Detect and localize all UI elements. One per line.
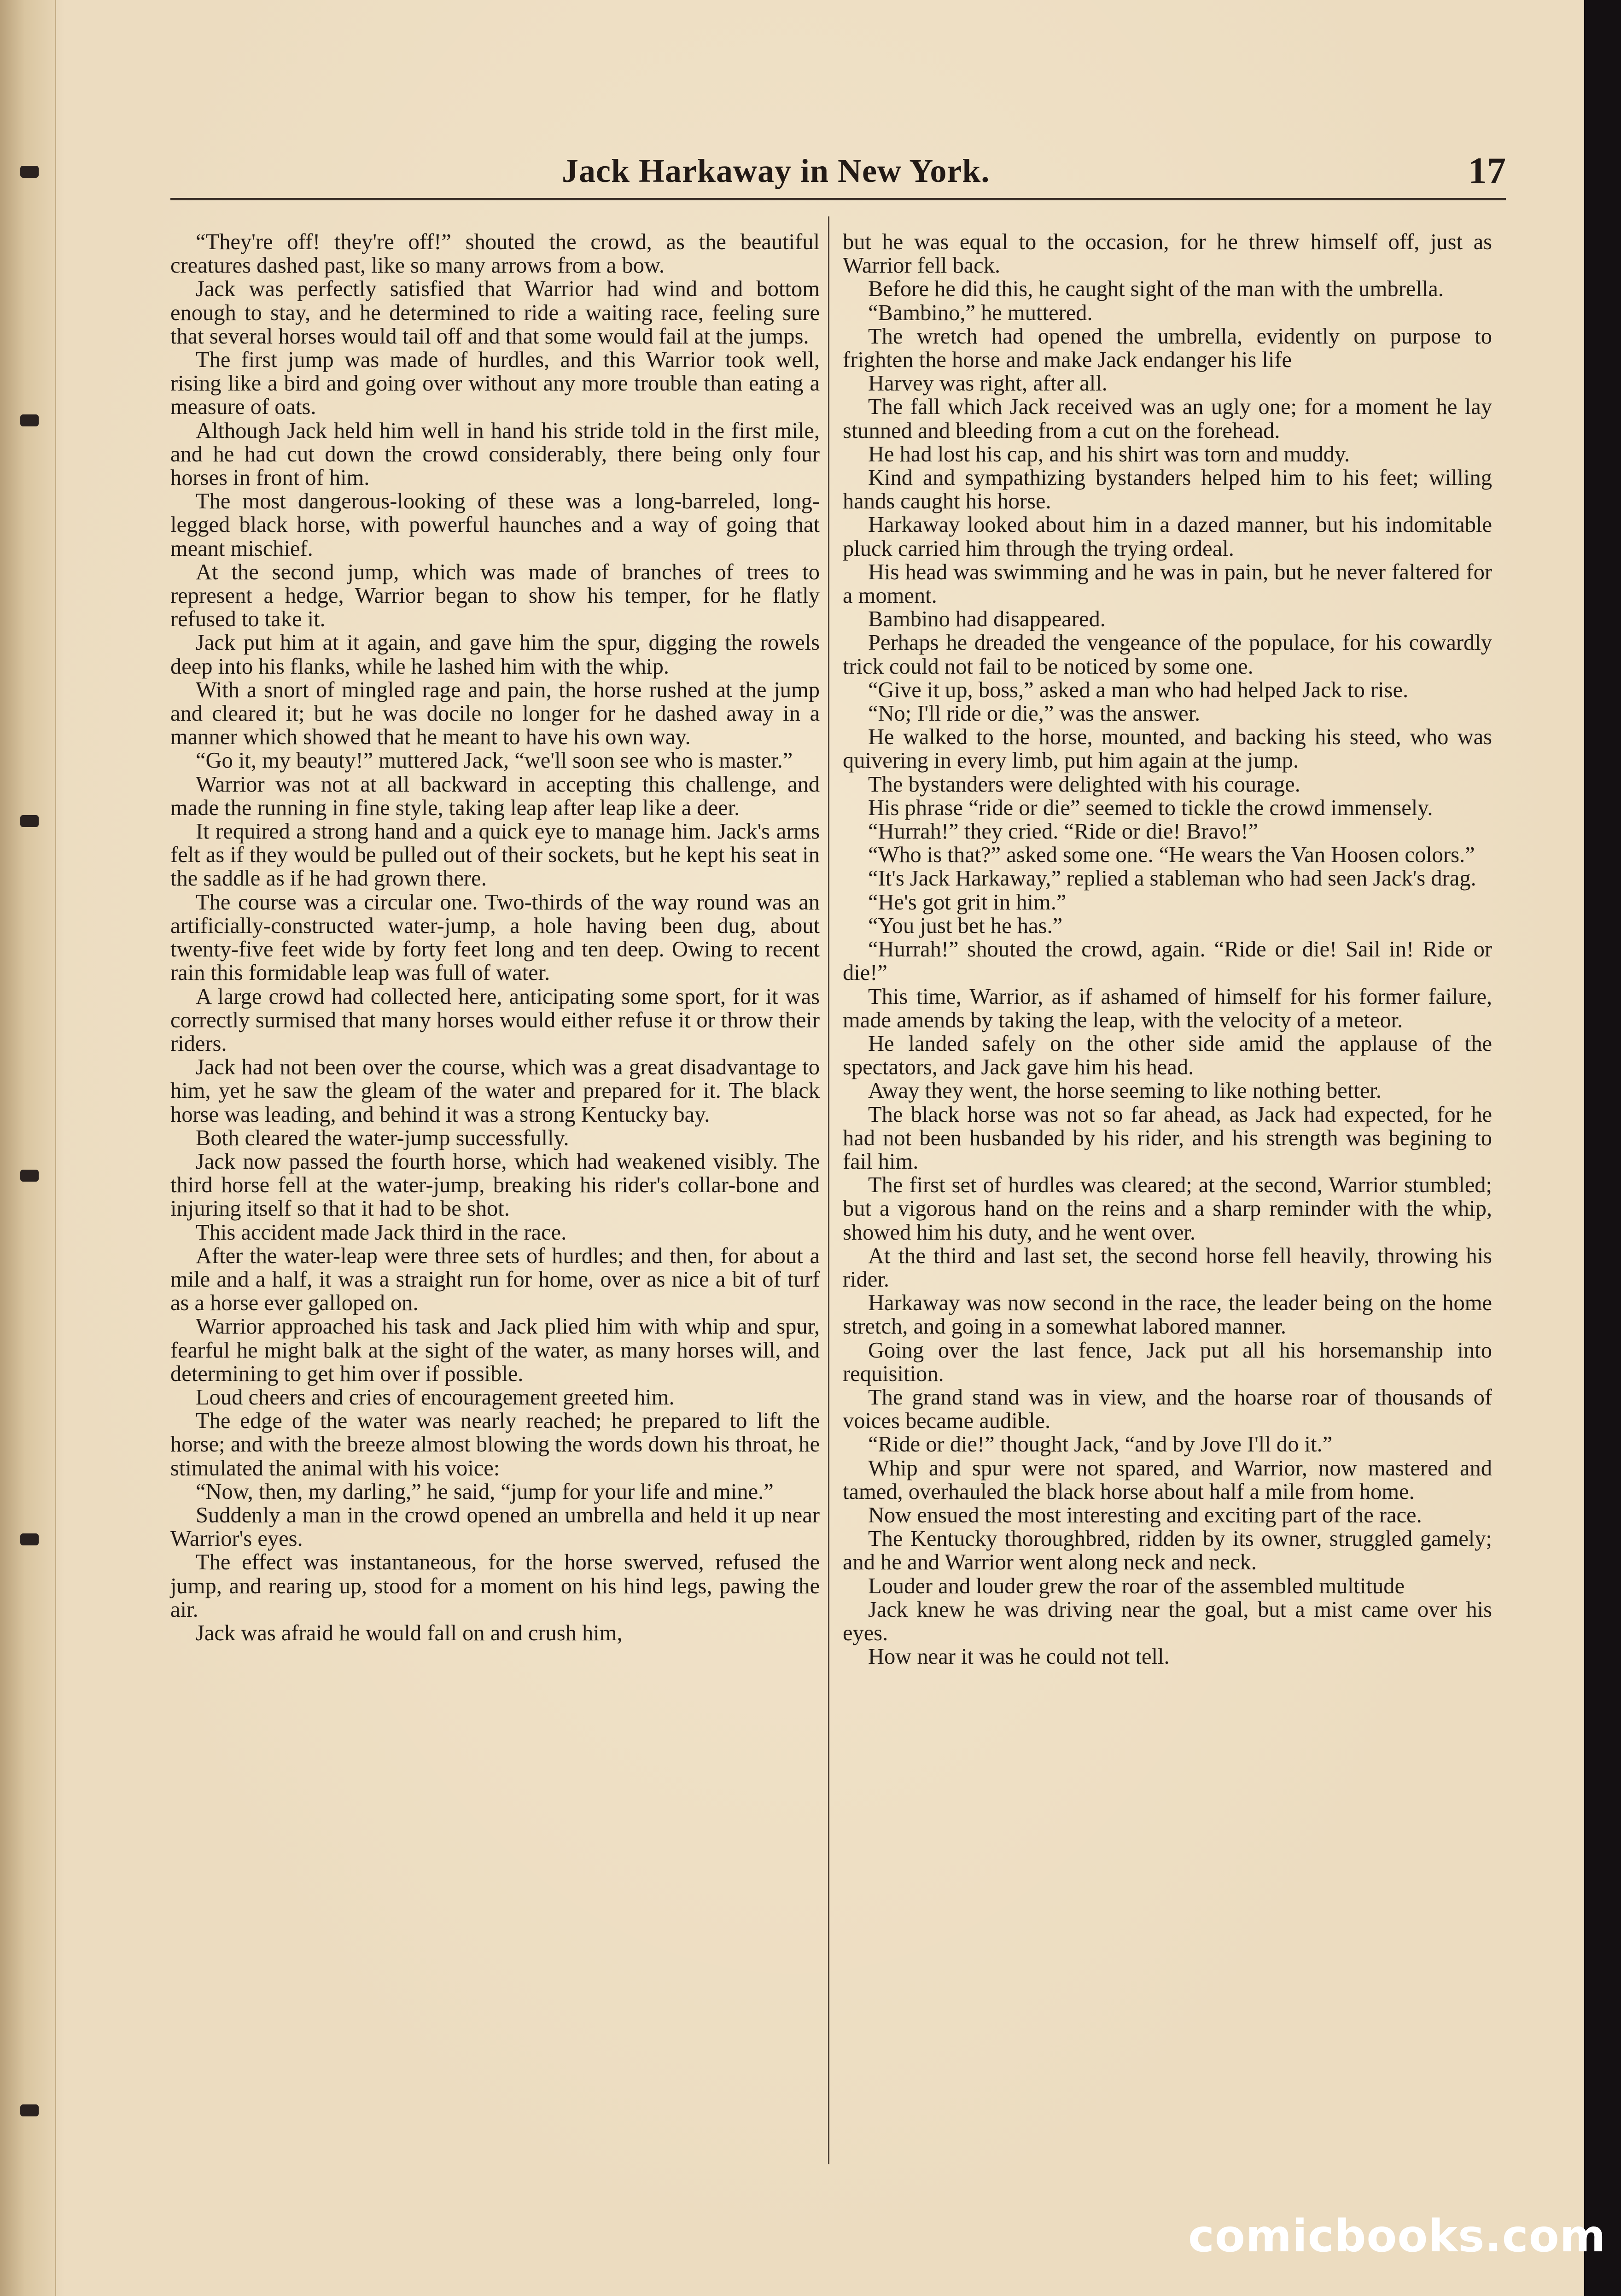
paragraph: Warrior was not at all backward in accepting this challenge, and made the running in fine style, taking leap after leap like a deer. <box>170 772 820 820</box>
paragraph: “He's got grit in him.” <box>868 890 1067 915</box>
paragraph: A large crowd had collected here, anticipating some sport, for it was correctly surmised that many horses would either refuse it or throw their riders. <box>170 984 820 1056</box>
paragraph: Although Jack held him well in hand his stride told in the first mile, and he had cut down the crowd considerably, there being only four horses in front of him. <box>170 418 820 490</box>
column-divider <box>828 216 829 2164</box>
paragraph: The most dangerous-looking of these was a long-barreled, long-legged black horse, with powerful haunches and a way of going that meant mischief. <box>170 489 820 561</box>
paragraph: This accident made Jack third in the race. <box>196 1220 567 1245</box>
left-column <box>170 230 820 1645</box>
paragraph: The course was a circular one. Two-thirds of the way round was an artificially-constructed water-jump, a hole having been dug, about twenty-five feet wide by forty feet long and ten deep. Owing to recent rain this formidable leap was full of water. <box>170 890 820 985</box>
watermark-text: comicbooks.com <box>1188 2210 1606 2262</box>
binding-stitch <box>20 414 39 426</box>
paragraph: His head was swimming and he was in pain, but he never faltered for a moment. <box>843 559 1492 608</box>
paragraph: Jack knew he was driving near the goal, but a mist came over his eyes. <box>843 1597 1492 1645</box>
paragraph: The bystanders were delighted with his courage. <box>868 772 1300 797</box>
paragraph: Perhaps he dreaded the vengeance of the populace, for his cowardly trick could not fail to be noticed by some one. <box>843 630 1492 679</box>
paragraph: Suddenly a man in the crowd opened an umbrella and held it up near Warrior's eyes. <box>170 1503 820 1551</box>
paragraph: Now ensued the most interesting and exciting part of the race. <box>868 1503 1422 1527</box>
binding-stitch <box>20 2104 39 2116</box>
paragraph: but he was equal to the occasion, for he threw himself off, just as Warrior fell back. <box>843 230 1492 278</box>
paragraph: How near it was he could not tell. <box>868 1644 1170 1669</box>
paragraph: Whip and spur were not spared, and Warrior, now mastered and tamed, overhauled the black horse about half a mile from home. <box>843 1456 1492 1504</box>
paragraph: Loud cheers and cries of encouragement greeted him. <box>196 1385 675 1410</box>
paragraph: The grand stand was in view, and the hoarse roar of thousands of voices became audible. <box>843 1385 1492 1434</box>
paragraph: Jack was afraid he would fall on and crush him, <box>196 1620 623 1645</box>
paragraph: This time, Warrior, as if ashamed of himself for his former failure, made amends by taking the leap, with the velocity of a meteor. <box>843 984 1492 1032</box>
paragraph: Harvey was right, after all. <box>868 371 1108 396</box>
paragraph: The wretch had opened the umbrella, evidently on purpose to frighten the horse and make Jack endanger his life <box>843 324 1492 373</box>
binding-stitch <box>20 1533 39 1545</box>
paragraph: Louder and louder grew the roar of the assembled multitude <box>868 1573 1405 1598</box>
paragraph: “No; I'll ride or die,” was the answer. <box>868 701 1201 726</box>
paragraph: The first set of hurdles was cleared; at the second, Warrior stumbled; but a vigorous hand on the reins and a sharp reminder with the whip, showed him his duty, and he went over. <box>843 1173 1492 1245</box>
paragraph: Before he did this, he caught sight of the man with the umbrella. <box>868 277 1444 302</box>
paragraph: “Hurrah!” they cried. “Ride or die! Bravo!” <box>868 819 1258 844</box>
binding-stitch <box>20 1170 39 1182</box>
paragraph: “Hurrah!” shouted the crowd, again. “Ride or die! Sail in! Ride or die!” <box>843 937 1492 985</box>
paragraph: “They're off! they're off!” shouted the crowd, as the beautiful creatures dashed past, like so many arrows from a bow. <box>170 230 820 278</box>
paragraph: After the water-leap were three sets of hurdles; and then, for about a mile and a half, it was a straight run for home, over as nice a bit of turf as a horse ever galloped on. <box>170 1243 820 1316</box>
paragraph: “Who is that?” asked some one. “He wears the Van Hoosen colors.” <box>868 843 1475 868</box>
paragraph: “Now, then, my darling,” he said, “jump for your life and mine.” <box>196 1479 774 1504</box>
right-column <box>843 230 1492 1668</box>
paragraph: He had lost his cap, and his shirt was torn and muddy. <box>868 442 1350 466</box>
paragraph: It required a strong hand and a quick eye to manage him. Jack's arms felt as if they would be pulled out of their sockets, but he kept his seat in the saddle as if he had grown there. <box>170 819 820 891</box>
paragraph: Bambino had disappeared. <box>868 607 1106 632</box>
paragraph: The Kentucky thoroughbred, ridden by its owner, struggled gamely; and he and Warrior went along neck and neck. <box>843 1527 1492 1575</box>
paragraph: “Give it up, boss,” asked a man who had helped Jack to rise. <box>868 677 1409 702</box>
paragraph: The fall which Jack received was an ugly one; for a moment he lay stunned and bleeding from a cut on the forehead. <box>843 395 1492 443</box>
paragraph: “Ride or die!” thought Jack, “and by Jove I'll do it.” <box>868 1432 1333 1457</box>
paragraph: Both cleared the water-jump successfully. <box>196 1125 569 1150</box>
page-number: 17 <box>1468 150 1506 192</box>
paragraph: He walked to the horse, mounted, and backing his steed, who was quivering in every limb, put him again at the jump. <box>843 725 1492 773</box>
page-binding <box>0 0 56 2296</box>
paragraph: At the third and last set, the second horse fell heavily, throwing his rider. <box>843 1243 1492 1292</box>
paragraph: Kind and sympathizing bystanders helped him to his feet; willing hands caught his horse. <box>843 466 1492 514</box>
paragraph: He landed safely on the other side amid the applause of the spectators, and Jack gave him his head. <box>843 1031 1492 1080</box>
paragraph: “You just bet he has.” <box>868 913 1063 938</box>
paragraph: The first jump was made of hurdles, and this Warrior took well, rising like a bird and going over without any more trouble than eating a measure of oats. <box>170 348 820 420</box>
paragraph: “It's Jack Harkaway,” replied a stableman who had seen Jack's drag. <box>868 866 1476 891</box>
paragraph: Warrior approached his task and Jack plied him with whip and spur, fearful he might balk at the sight of the water, as many horses will, and determining to get him over if possible. <box>170 1314 820 1386</box>
running-header <box>170 147 1506 198</box>
paragraph: The black horse was not so far ahead, as Jack had expected, for he had not been husbanded by his rider, and his strength was begining to fail him. <box>843 1102 1492 1174</box>
paragraph: Jack had not been over the course, which was a great disadvantage to him, yet he saw the gleam of the water and prepared for it. The black horse was leading, and behind it was a strong Kentucky bay. <box>170 1055 820 1127</box>
paragraph: With a snort of mingled rage and pain, the horse rushed at the jump and cleared it; but he was docile no longer for he dashed away in a manner which showed that he meant to have his own way. <box>170 677 820 750</box>
header-title: Jack Harkaway in New York. <box>562 152 990 189</box>
paragraph: Jack now passed the fourth horse, which had weakened visibly. The third horse fell at the water-jump, breaking his rider's collar-bone and injuring itself so that it had to be shot. <box>170 1149 820 1221</box>
paragraph: Away they went, the horse seeming to like nothing better. <box>868 1078 1382 1103</box>
binding-stitch <box>20 166 39 178</box>
paragraph: His phrase “ride or die” seemed to tickle the crowd immensely. <box>868 795 1433 820</box>
paragraph: Jack put him at it again, and gave him the spur, digging the rowels deep into his flanks, while he lashed him with the whip. <box>170 630 820 679</box>
paragraph: The edge of the water was nearly reached; he prepared to lift the horse; and with the breeze almost blowing the words down his throat, he stimulated the animal with his voice: <box>170 1409 820 1480</box>
paragraph: At the second jump, which was made of branches of trees to represent a hedge, Warrior began to show his temper, for he flatly refused to take it. <box>170 559 820 632</box>
paragraph: Harkaway was now second in the race, the leader being on the home stretch, and going in a somewhat labored manner. <box>843 1291 1492 1339</box>
paragraph: “Bambino,” he muttered. <box>868 300 1093 325</box>
paragraph: Harkaway looked about him in a dazed manner, but his indomitable pluck carried him through the trying ordeal. <box>843 513 1492 561</box>
binding-stitch <box>20 815 39 827</box>
paragraph: The effect was instantaneous, for the horse swerved, refused the jump, and rearing up, stood for a moment on his hind legs, pawing the air. <box>170 1550 820 1622</box>
paragraph: Jack was perfectly satisfied that Warrior had wind and bottom enough to stay, and he determined to ride a waiting race, feeling sure that several horses would tail off and that some would fail at the jumps. <box>170 277 820 349</box>
header-rule <box>170 198 1506 200</box>
paragraph: “Go it, my beauty!” muttered Jack, “we'll soon see who is master.” <box>196 748 793 773</box>
paragraph: Going over the last fence, Jack put all his horsemanship into requisition. <box>843 1338 1492 1386</box>
